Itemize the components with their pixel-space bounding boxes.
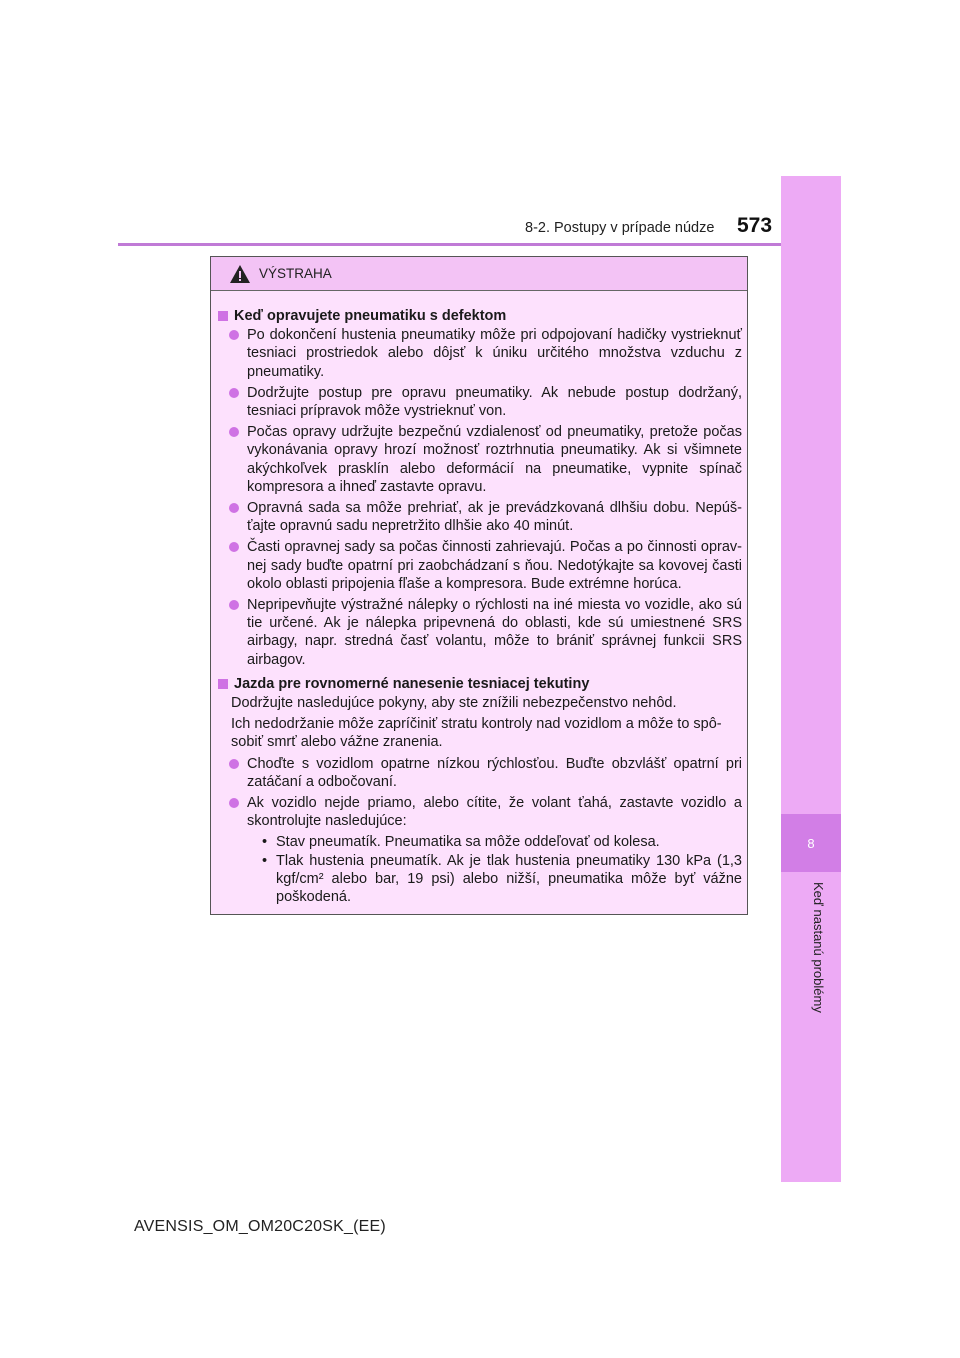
circle-bullet-icon — [229, 600, 239, 610]
list-item: Po dokončení hustenia pneumatiky môže pri odpojovaní hadičky vystrieknuť tesniaci prostriedok alebo dôjsť k úniku určitého množstva vzduchu z pneumatiky. — [218, 326, 742, 381]
sub-list-item: • Stav pneumatík. Pneumatika sa môže oddeľovať od kolesa. — [262, 834, 660, 851]
header-section-title: 8-2. Postupy v prípade núdze — [525, 220, 715, 236]
section-title: Jazda pre rovnomerné nanesenie tesniacej tekutiny — [218, 675, 742, 693]
circle-bullet-icon — [229, 542, 239, 552]
circle-bullet-icon — [229, 388, 239, 398]
chapter-number-tab: 8 — [781, 814, 841, 872]
list-item: Dodržujte postup pre opravu pneumatiky. Ak nebude postup dodržaný, tesniaci prípravok môže vystrieknuť von. — [218, 384, 742, 420]
document-code: AVENSIS_OM_OM20C20SK_(EE) — [134, 1218, 386, 1235]
section-intro: Ich nedodržanie môže zapríčiniť stratu kontroly nad vozidlom a môže to spôsobiť smrť alebo vážne zranenia. — [231, 716, 722, 751]
page-number: 573 — [737, 214, 773, 237]
circle-bullet-icon — [229, 503, 239, 513]
square-bullet-icon — [218, 679, 228, 689]
list-item: Nepripevňujte výstražné nálepky o rýchlosti na iné miesta vo vozidle, ako sú tie určené. Ak je nálepka pripevnená do oblasti, kde sú umiestnené SRS airbagy, napr. stredná časť volantu, môže to brániť správnej funkcii SRS airbagov. — [218, 596, 742, 669]
circle-bullet-icon — [229, 330, 239, 340]
list-item: Počas opravy udržujte bezpečnú vzdialenosť od pneumatiky, pretože počas vykonávania opravy hrozí možnosť roztrhnutia pneumatiky. Ak si všimnete akýchkoľvek prasklín alebo deformácií na pneumatike, vypnite spínač kompresora a ihneď zastavte opravu. — [218, 423, 742, 496]
header-divider — [118, 243, 840, 246]
warning-title: VÝSTRAHA — [259, 266, 332, 281]
circle-bullet-icon — [229, 759, 239, 769]
list-item: Opravná sada sa môže prehriať, ak je prevádzkovaná dlhšiu dobu. Nepúšťajte opravnú sadu nepretržito dlhšie ako 40 minút. — [218, 499, 742, 535]
warning-box — [210, 256, 748, 915]
square-bullet-icon — [218, 311, 228, 321]
warning-body — [211, 291, 747, 906]
section-intro: Dodržujte nasledujúce pokyny, aby ste znížili nebezpečenstvo nehôd. — [231, 695, 677, 712]
dot-bullet-icon: • — [262, 852, 268, 869]
circle-bullet-icon — [229, 798, 239, 808]
warning-triangle-icon — [229, 264, 251, 284]
chapter-label: Keď nastanú problémy — [811, 882, 826, 1013]
list-item: Časti opravnej sady sa počas činnosti zahrievajú. Počas a po činnosti opravnej sady buďte opatrní pri zaobchádzaní s ňou. Nedotýkajte sa kovovej časti okolo oblasti pripojenia fľaše a kompresora. Bude extrémne horúca. — [218, 538, 742, 593]
circle-bullet-icon — [229, 427, 239, 437]
warning-header — [211, 257, 747, 291]
section-title: Keď opravujete pneumatiku s defektom — [218, 307, 742, 325]
sub-list-item: • Tlak hustenia pneumatík. Ak je tlak hustenia pneumatiky 130 kPa (1,3 kgf/cm² alebo bar, 19 psi) alebo nižší, pneumatika môže byť vážne poškodená. — [262, 852, 742, 906]
dot-bullet-icon: • — [262, 834, 268, 851]
list-item: Choďte s vozidlom opatrne nízkou rýchlosťou. Buďte obzvlášť opatrní pri zatáčaní a odbočovaní. — [218, 755, 742, 791]
list-item: Ak vozidlo nejde priamo, alebo cítite, že volant ťahá, zastavte vozidlo a skontrolujte nasledujúce: — [218, 794, 742, 830]
